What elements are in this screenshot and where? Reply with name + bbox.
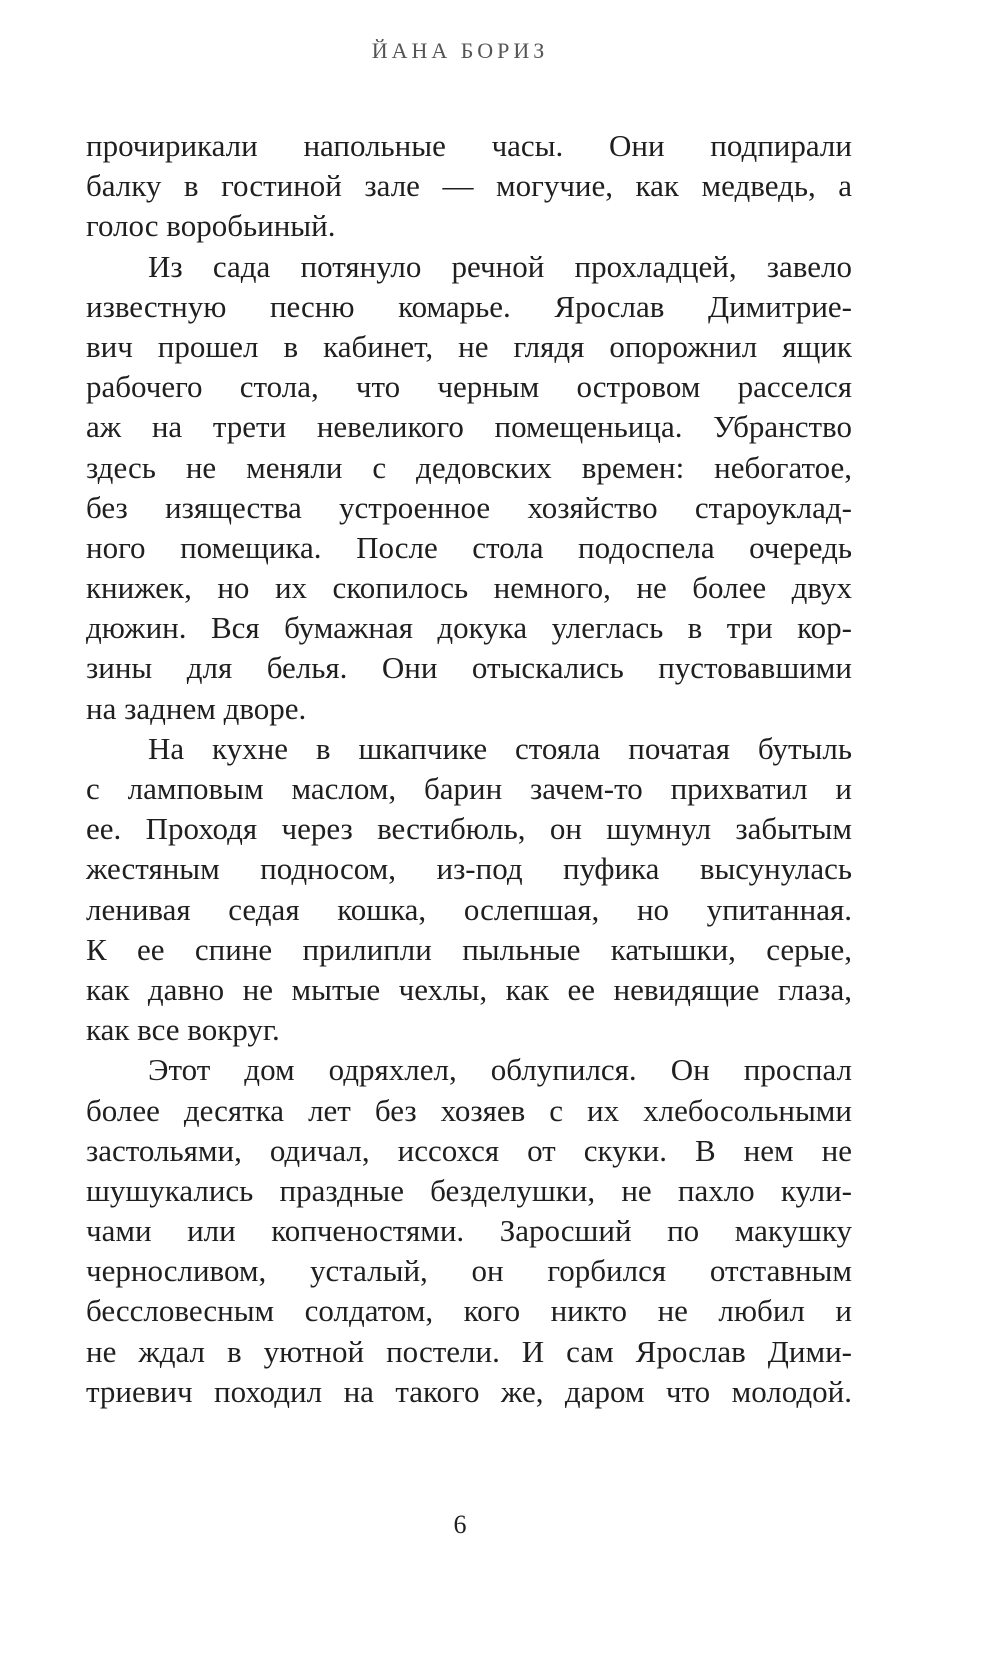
text-line: ного помещика. После стола подоспела очередь [86,529,852,565]
text-line: вич прошел в кабинет, не глядя опорожнил ящик [86,328,852,364]
text-line: как все вокруг. [86,1012,280,1048]
running-head: ЙАНА БОРИЗ [371,38,549,63]
text-line: как давно не мытые чехлы, как ее невидящие глаза, [86,971,852,1007]
text-line: книжек, но их скопилось немного, не более двух [86,570,852,606]
text-line: без изящества устроенное хозяйство староуклад- [86,489,852,525]
text-line: шушукались праздные безделушки, не пахло кули- [86,1172,852,1208]
text-line: чами или копченостями. Заросший по макушку [86,1213,852,1249]
text-line: с ламповым маслом, барин зачем-то прихватил и [86,771,852,806]
text-line: застольями, одичал, иссохся от скуки. В нем не [86,1132,852,1168]
text-line: голос воробьиный. [86,208,336,244]
text-line: жестяным подносом, из-под пуфика высунулась [86,851,852,887]
page-number: 6 [453,1510,467,1539]
text-line: балку в гостиной зале — могучие, как медведь, а [86,168,852,204]
text-line: На кухне в шкапчике стояла початая бутыль [148,730,852,766]
text-line: известную песню комарье. Ярослав Димитрие- [86,288,852,324]
text-line: аж на трети невеликого помещеньица. Убранство [86,409,852,445]
text-line: на заднем дворе. [86,690,307,726]
text-line: прочирикали напольные часы. Они подпирали [86,128,852,163]
text-line: не ждал в уютной постели. И сам Ярослав Дими- [86,1333,852,1369]
text-line: Из сада потянуло речной прохладцей, завело [148,248,852,284]
text-line: Этот дом одряхлел, облупился. Он проспал [148,1052,852,1088]
text-line: ее. Проходя через вестибюль, он шумнул забытым [86,811,852,847]
text-line: черносливом, усталый, он горбился отставным [86,1253,852,1289]
text-line: К ее спине прилипли пыльные катышки, серые, [86,931,852,967]
text-line: бессловесным солдатом, кого никто не любил и [86,1293,852,1329]
text-line: дюжин. Вся бумажная докука улеглась в три кор- [86,610,852,646]
text-line: рабочего стола, что черным островом расселся [86,369,852,405]
text-line: триевич походил на такого же, даром что молодой. [86,1373,852,1409]
text-line: ленивая седая кошка, ослепшая, но упитанная. [86,891,852,927]
body-text [86,126,852,1412]
text-line: здесь не меняли с дедовских времен: небогатое, [86,449,852,485]
text-line: более десятка лет без хозяев с их хлебосольными [86,1092,852,1128]
text-line: зины для белья. Они отыскались пустовавшими [86,650,852,686]
